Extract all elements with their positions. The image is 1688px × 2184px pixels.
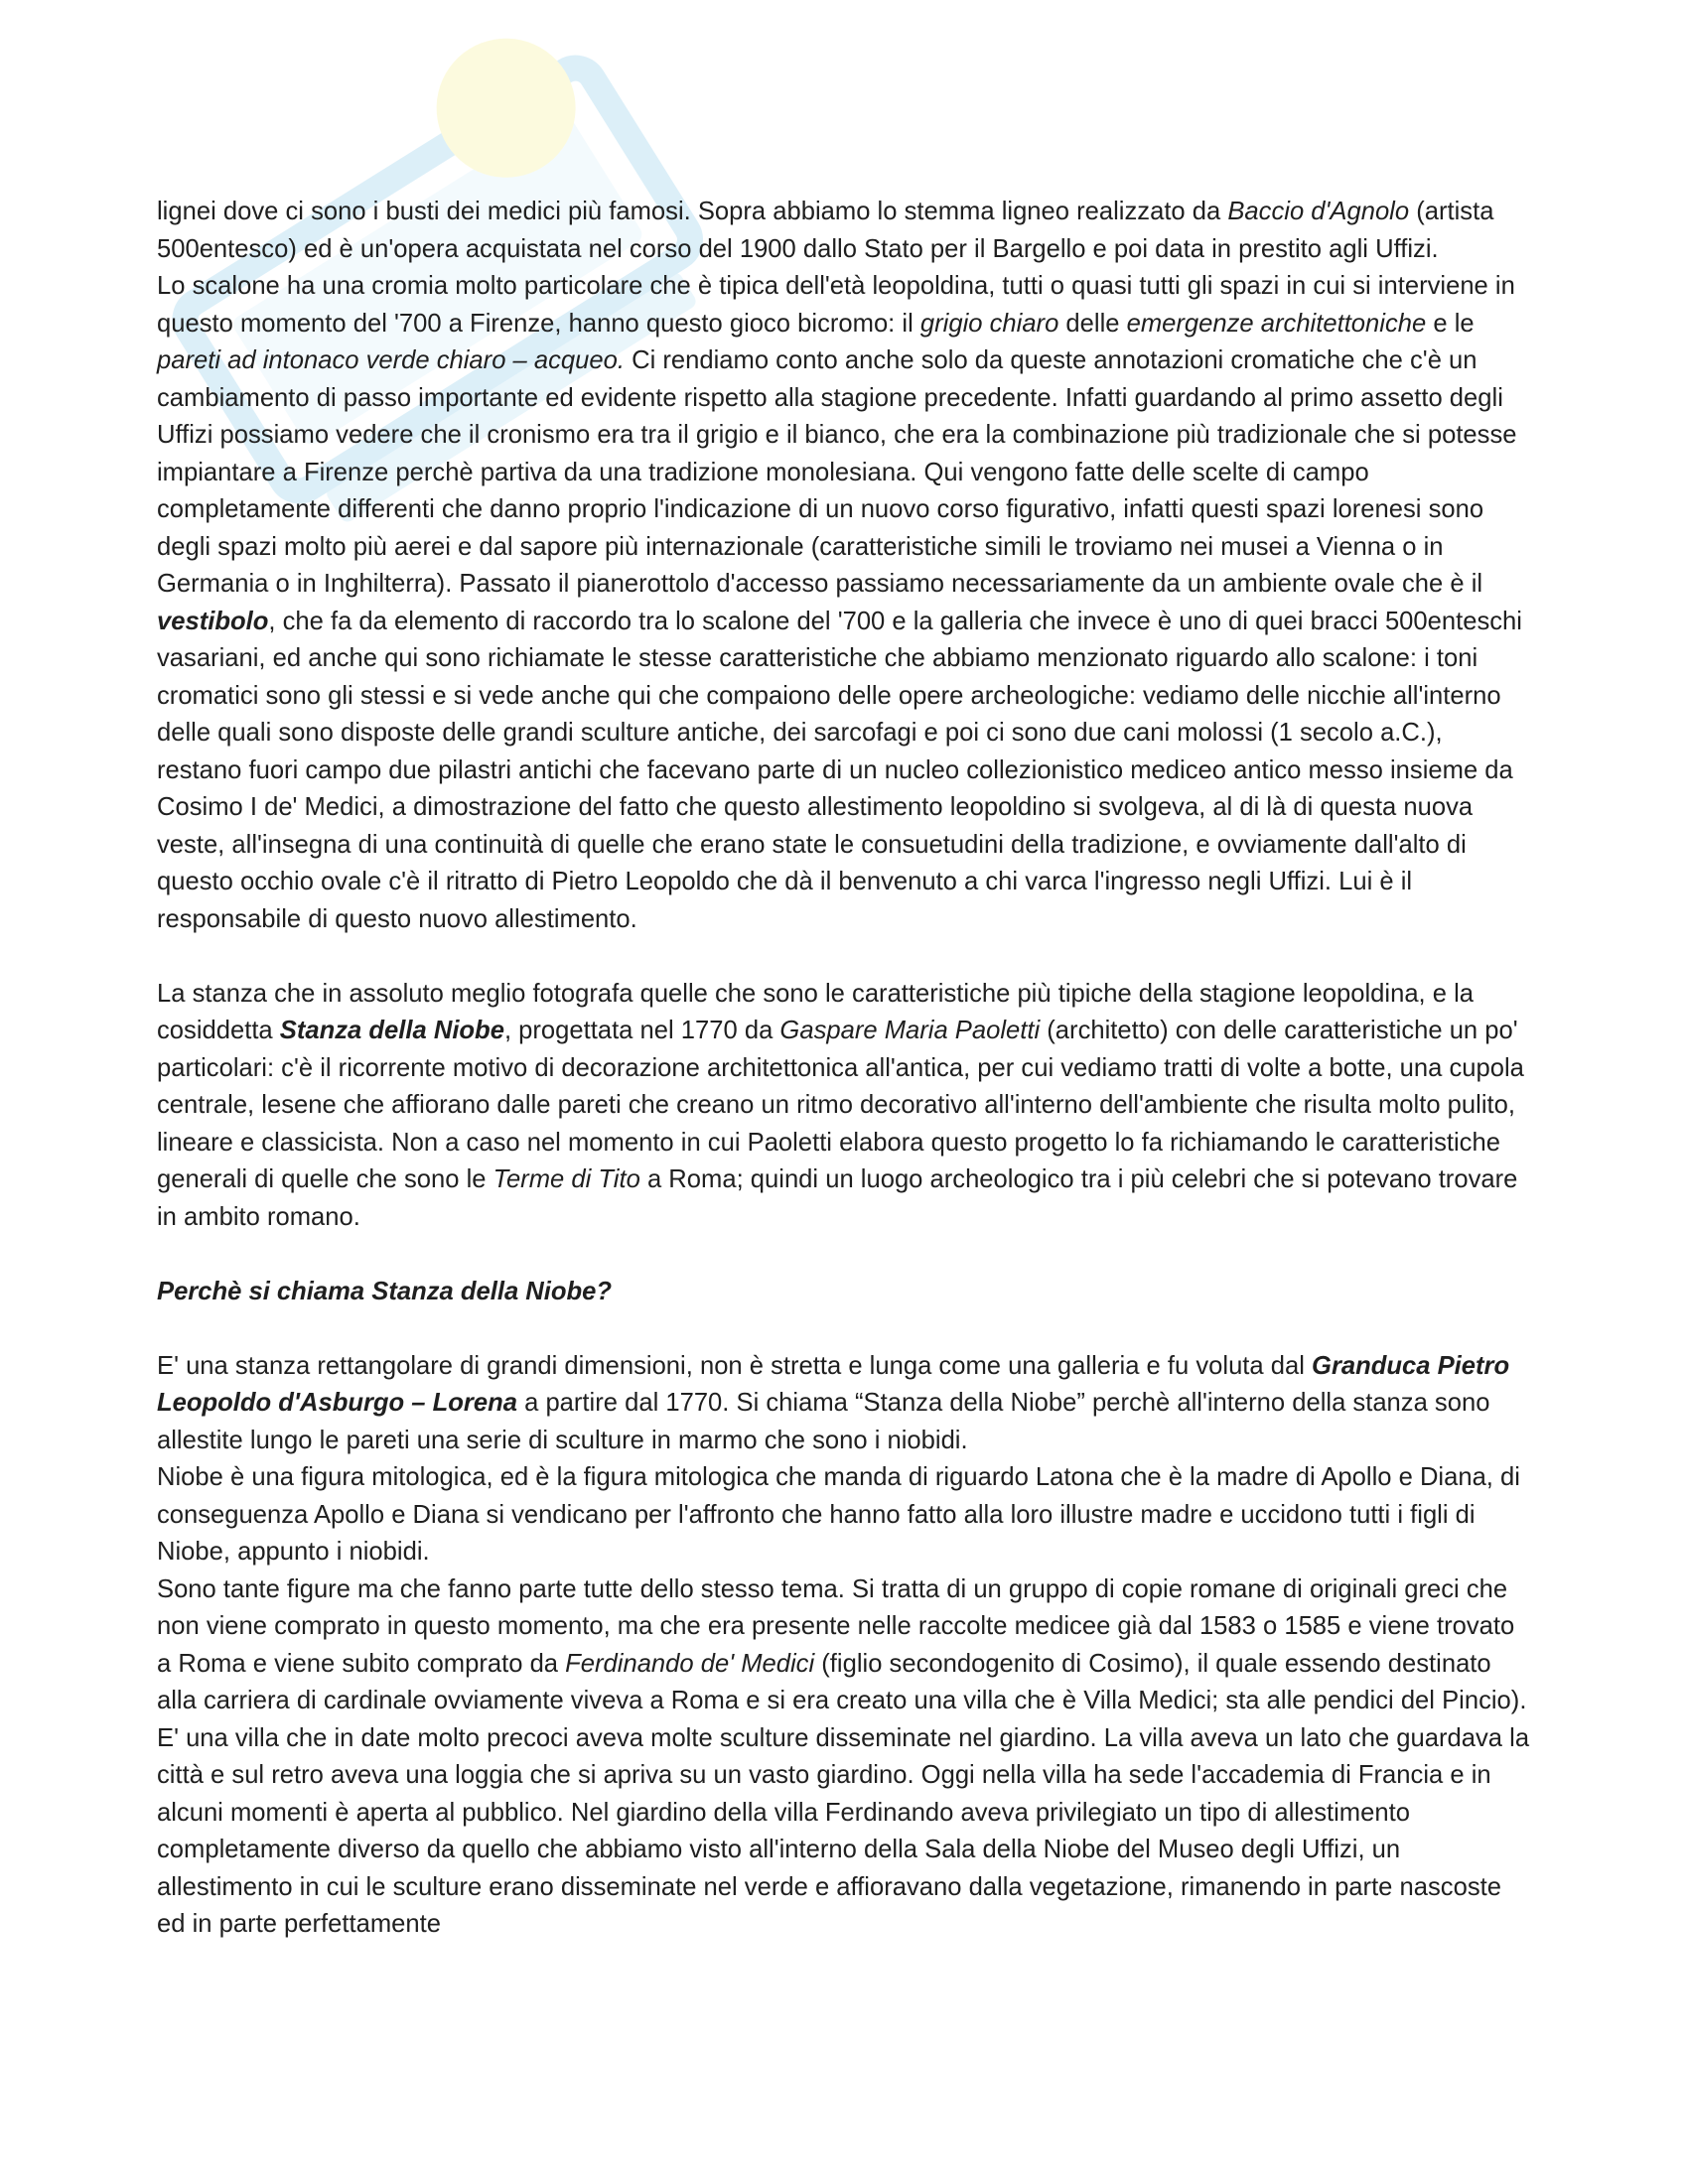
text-run: a Roma; quindi un luogo archeologico tra i più celebri che si potevano trovare in ambito romano. xyxy=(157,1165,1518,1231)
text-run: , progettata nel 1770 da xyxy=(503,1017,780,1044)
text-run: (architetto) con delle caratteristiche un po' particolari: c'è il ricorrente motivo di decorazione architettonica all'antica, per cui vediamo tratti di volte a botte, una cupola centrale, lesene che affiorano dalle pareti che creano un ritmo decorativo all'interno dell'ambiente che risulta molto pulito, lineare e classicista. Non a caso nel momento in cui Paoletti elabora questo progetto lo fa richiamando le caratteristiche generali di quelle che sono le xyxy=(157,1017,1524,1193)
text-run: Sono tante figure ma che fanno parte tutte dello stesso tema. Si tratta di un gruppo di copie romane di originali greci che non viene comprato in questo momento, ma che era presente nelle raccolte medicee già dal 1583 o 1585 e viene trovato a Roma e viene subito comprato da xyxy=(157,1574,1515,1678)
italic-text: pareti ad intonaco verde chiaro – acqueo. xyxy=(157,346,625,374)
section-heading xyxy=(157,1274,1532,1311)
text-run: Ci rendiamo conto anche solo da queste annotazioni cromatiche che c'è un cambiamento di passo importante ed evidente rispetto alla stagione precedente. Infatti guardando al primo assetto degli Uffizi possiamo vedere che il cronismo era tra il grigio e il bianco, che era la combinazione più tradizionale che si potesse impiantare a Firenze perchè partiva da una tradizione monolesiana. Qui vengono fatte delle scelte di campo completamente differenti che danno proprio l'indicazione di un nuovo corso figurativo, infatti questi spazi lorenesi sono degli spazi molto più aerei e dal sapore più internazionale (caratteristiche simili le troviamo nei musei a Vienna o in Germania o in Inghilterra). Passato il pianerottolo d'accesso passiamo necessariamente da un ambiente ovale che è il xyxy=(157,346,1517,598)
text-run: E' una stanza rettangolare di grandi dimensioni, non è stretta e lunga come una galleria e fu voluta dal xyxy=(157,1351,1313,1380)
text-run: La stanza che in assoluto meglio fotografa quelle che sono le caratteristiche più tipiche della stagione leopoldina, e la cosiddetta xyxy=(157,979,1475,1044)
paragraph xyxy=(157,268,1532,938)
italic-text: Baccio d'Agnolo xyxy=(1227,198,1410,225)
text-run: a partire dal 1770. Si chiama “Stanza della Niobe” perchè all'interno della stanza sono allestite lungo le pareti una serie di sculture in marmo che sono i niobidi. xyxy=(157,1389,1490,1454)
italic-text: emergenze architettoniche xyxy=(1126,309,1427,338)
text-run: Perchè si chiama Stanza della Niobe? xyxy=(157,1277,613,1305)
bold-italic-text: vestibolo xyxy=(157,607,269,635)
italic-text: Ferdinando de' Medici xyxy=(565,1649,815,1678)
paragraph xyxy=(157,1459,1532,1571)
text-run: (figlio secondogenito di Cosimo), il quale essendo destinato alla carriera di cardinale ovviamente viveva a Roma e si era creato una villa che è Villa Medici; sta alle pendici del Pincio). E' una villa che in date molto precoci aveva molte sculture disseminate nel giardino. La villa aveva un lato che guardava la città e sul retro aveva una loggia che si apriva su un vasto giardino. Oggi nella villa ha sede l'accademia di Francia e in alcuni momenti è aperta al pubblico. Nel giardino della villa Ferdinando aveva privilegiato un tipo di allestimento completamente diverso da quello che abbiamo visto all'interno della Sala della Niobe del Museo degli Uffizi, un allestimento in cui le sculture erano disseminate nel verde e affioravano dalla vegetazione, rimanendo in parte nascoste ed in parte perfettamente xyxy=(157,1649,1530,1938)
paragraph xyxy=(157,194,1532,268)
italic-text: grigio chiaro xyxy=(919,309,1059,338)
text-run: (artista 500entesco) ed è un'opera acquistata nel corso del 1900 dallo Stato per il Bargello e poi data in prestito agli Uffizi. xyxy=(157,198,1494,263)
text-run: e le xyxy=(1426,309,1475,338)
paragraph xyxy=(157,1571,1532,1944)
italic-text: Gaspare Maria Paoletti xyxy=(779,1017,1041,1044)
paragraph xyxy=(157,1348,1532,1460)
text-run: lignei dove ci sono i busti dei medici più famosi. Sopra abbiamo lo stemma ligneo realizzato da xyxy=(157,198,1228,225)
bold-italic-text: Stanza della Niobe xyxy=(279,1017,504,1044)
text-run: Niobe è una figura mitologica, ed è la figura mitologica che manda di riguardo Latona che è la madre di Apollo e Diana, di conseguenza Apollo e Diana si vendicano per l'affronto che hanno fatto alla loro illustre madre e uccidono tutti i figli di Niobe, appunto i niobidi. xyxy=(157,1463,1520,1566)
text-run: Lo scalone ha una cromia molto particolare che è tipica dell'età leopoldina, tutti o quasi tutti gli spazi in cui si interviene in questo momento del '700 a Firenze, hanno questo gioco bicromo: il xyxy=(157,272,1515,338)
bold-italic-text: Granduca Pietro Leopoldo d'Asburgo – Lorena xyxy=(157,1351,1510,1417)
paragraph xyxy=(157,976,1532,1237)
italic-text: Terme di Tito xyxy=(492,1165,640,1193)
text-run: delle xyxy=(1058,309,1127,338)
text-run: , che fa da elemento di raccordo tra lo scalone del '700 e la galleria che invece è uno di quei bracci 500enteschi vasariani, ed anche qui sono richiamate le stesse caratteristiche che abbiamo menzionato riguardo allo scalone: i toni cromatici sono gli stessi e si vede anche qui che compaiono delle opere archeologiche: vediamo delle nicchie all'interno delle quali sono disposte delle grandi sculture antiche, dei sarcofagi e poi ci sono due cani molossi (1 secolo a.C.), restano fuori campo due pilastri antichi che facevano parte di un nucleo collezionistico mediceo antico messo insieme da Cosimo I de' Medici, a dimostrazione del fatto che questo allestimento leopoldino si svolgeva, al di là di questa nuova veste, all'insegna di una continuità di quelle che erano state le consuetudini della tradizione, e ovviamente dall'alto di questo occhio ovale c'è il ritratto di Pietro Leopoldo che dà il benvenuto a chi varca l'ingresso negli Uffizi. Lui è il responsabile di questo nuovo allestimento. xyxy=(157,607,1522,933)
document-body xyxy=(157,194,1532,1944)
